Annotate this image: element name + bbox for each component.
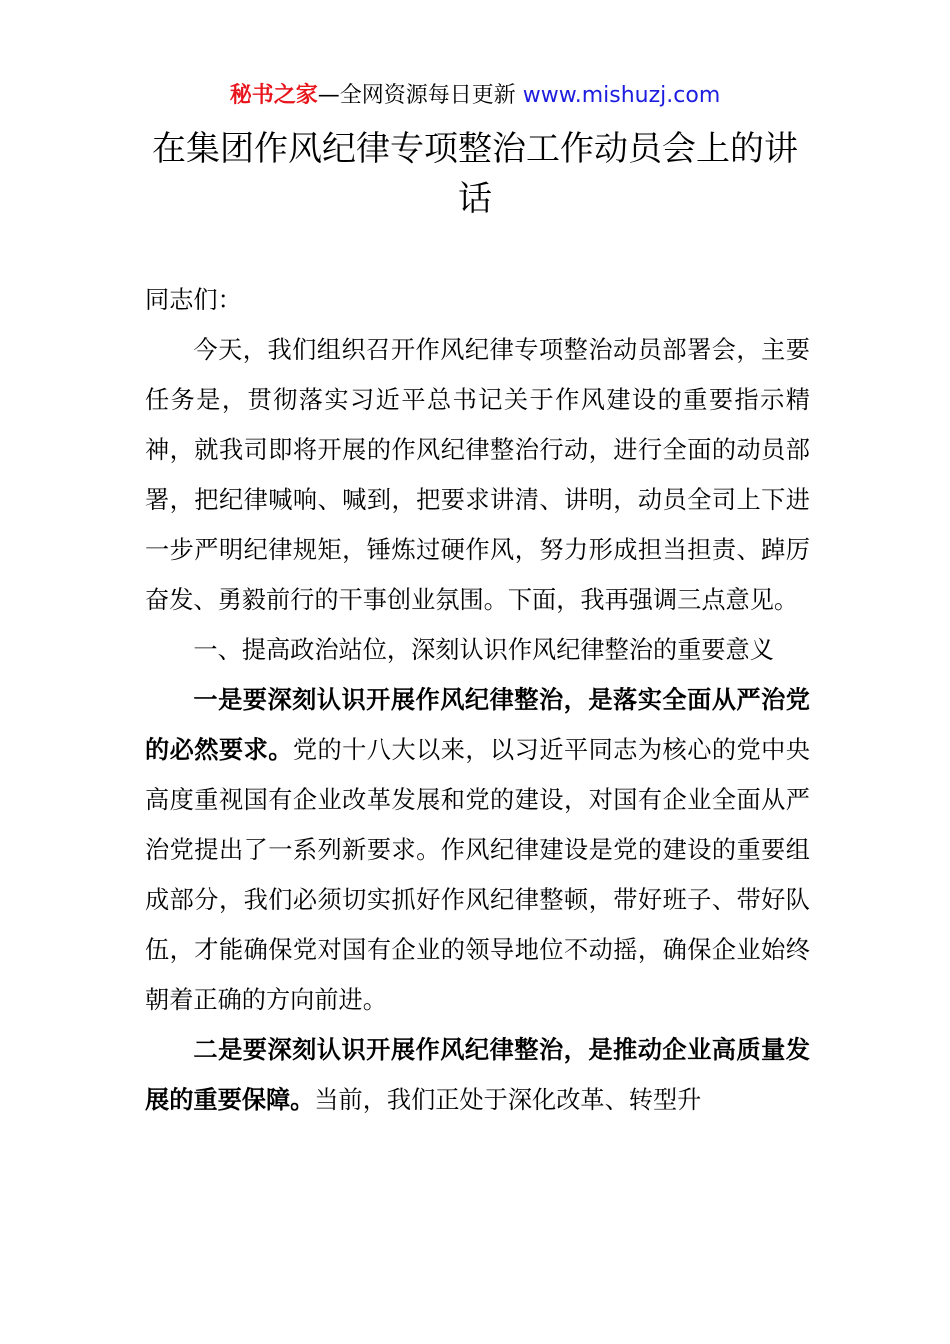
paragraph <box>145 325 810 625</box>
site-tagline: —全网资源每日更新 <box>317 83 516 108</box>
paragraph-bold-lead: 二是要深刻认识开展作风纪律整治，是推动企业高质量发展的重要保障。 <box>145 1036 810 1114</box>
document-body <box>145 275 810 1125</box>
paragraph-text: 党的十八大以来，以习近平同志为核心的党中央高度重视国有企业改革发展和党的建设，对国有企业全面从严治党提出了一系列新要求。作风纪律建设是党的建设的重要组成部分，我们必须切实抓好作风纪律整顿，带好班子、带好队伍，才能确保党对国有企业的领导地位不动摇，确保企业始终朝着正确的方向前进。 <box>145 736 810 1014</box>
site-name: 秘书之家 <box>229 83 318 108</box>
paragraph-text: 当前，我们正处于深化改革、转型升 <box>314 1086 702 1114</box>
document-title: 在集团作风纪律专项整治工作动员会上的讲话 <box>152 129 798 219</box>
salutation: 同志们： <box>145 286 242 314</box>
paragraph <box>145 675 810 1025</box>
paragraph-bold-lead: 一是要深刻认识开展作风纪律整治，是落实全面从严治党的必然要求。 <box>145 686 810 764</box>
section-heading <box>145 625 810 675</box>
site-header <box>0 80 950 112</box>
paragraph-text: 今天，我们组织召开作风纪律专项整治动员部署会，主要任务是，贯彻落实习近平总书记关于作风建设的重要指示精神，就我司即将开展的作风纪律整治行动，进行全面的动员部署，把纪律喊响、喊到，把要求讲清、讲明，动员全司上下进一步严明纪律规矩，锤炼过硬作风，努力形成担当担责、踔厉奋发、勇毅前行的干事创业氛围。下面，我再强调三点意见。 <box>145 336 810 614</box>
section-heading-text: 一、提高政治站位，深刻认识作风纪律整治的重要意义 <box>193 636 774 664</box>
paragraph <box>145 1025 810 1125</box>
site-url-link[interactable]: www.mishuzj.com <box>522 83 721 108</box>
